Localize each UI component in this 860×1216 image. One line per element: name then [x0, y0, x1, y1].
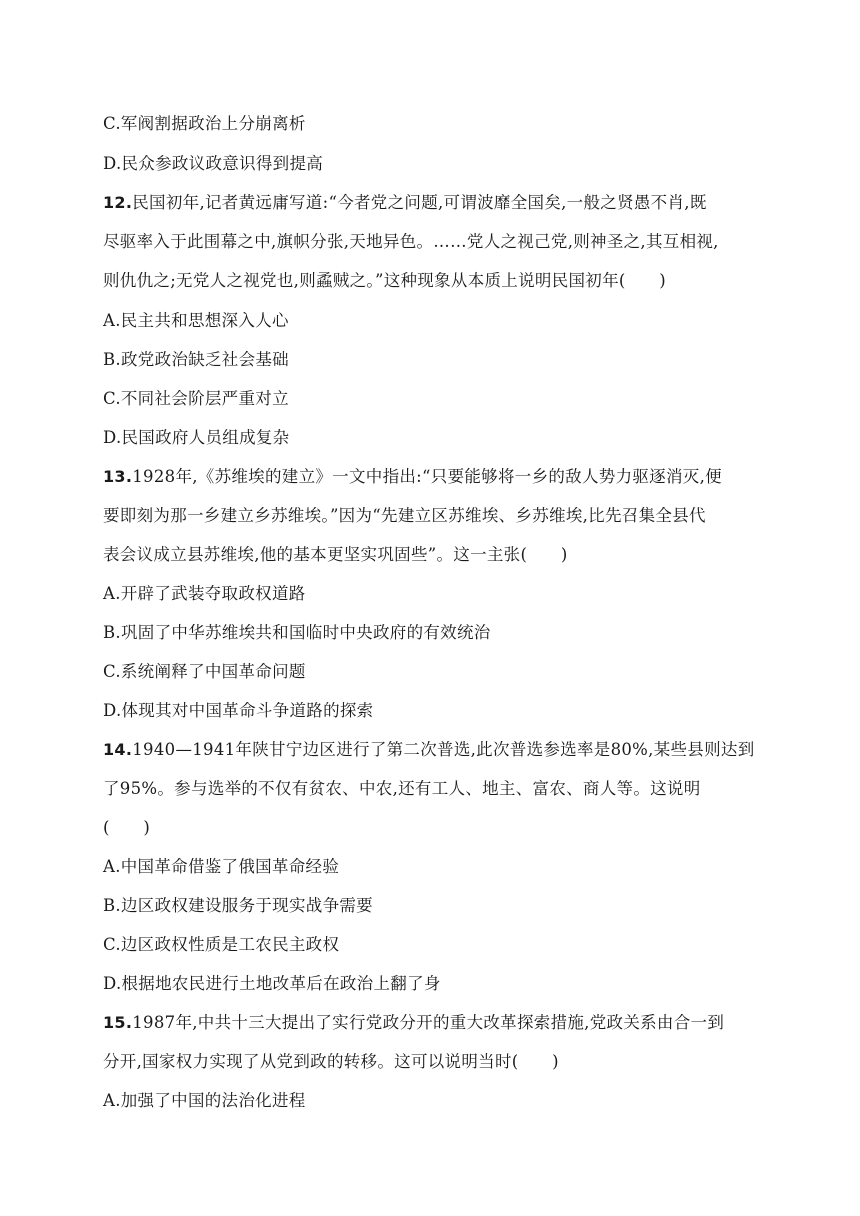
q12-option-a: A.民主共和思想深入人心: [103, 311, 289, 330]
q12-option-b: B.政党政治缺乏社会基础: [103, 350, 289, 369]
q14-option-c: C.边区政权性质是工农民主政权: [103, 935, 340, 954]
q13-option-c: C.系统阐释了中国革命问题: [103, 662, 306, 681]
q15-number: 15.: [103, 1013, 133, 1032]
q11-option-c: C.军阀割据政治上分崩离析: [103, 114, 306, 133]
q12-stem-text-1: 民国初年,记者黄远庸写道:“今者党之问题,可谓波靡全国矣,一般之贤愚不肖,既: [132, 193, 707, 212]
q13-option-d: D.体现其对中国革命斗争道路的探索: [103, 701, 374, 720]
q15-option-a: A.加强了中国的法治化进程: [103, 1091, 306, 1110]
q13-stem-line-2: 要即刻为那一乡建立乡苏维埃。”因为“先建立区苏维埃、乡苏维埃,比先召集全县代: [103, 506, 706, 525]
q12-number: 12.: [103, 193, 133, 212]
q12-stem-line-2: 尽驱率入于此围幕之中,旗帜分张,天地异色。……党人之视己党,则神圣之,其互相视,: [103, 232, 719, 251]
q12-option-c: C.不同社会阶层严重对立: [103, 389, 289, 408]
q14-stem-line-3: ( ): [103, 818, 151, 837]
q14-option-d: D.根据地农民进行土地改革后在政治上翻了身: [103, 974, 441, 993]
q14-stem-line-2: 了95%。参与选举的不仅有贫农、中农,还有工人、地主、富农、商人等。这说明: [103, 779, 701, 798]
q13-stem-text-1: 1928年,《苏维埃的建立》一文中指出:“只要能够将一乡的敌人势力驱逐消灭,便: [132, 467, 722, 486]
q14-option-b: B.边区政权建设服务于现实战争需要: [103, 896, 373, 915]
q13-stem-line-3: 表会议成立县苏维埃,他的基本更坚实巩固些”。这一主张( ): [103, 545, 568, 564]
q11-option-d: D.民众参政议政意识得到提高: [103, 154, 324, 173]
q14-stem-line-1: [103, 740, 763, 760]
q13-stem-line-1: [103, 467, 763, 487]
q15-stem-line-2: 分开,国家权力实现了从党到政的转移。这可以说明当时( ): [103, 1052, 559, 1071]
q12-stem-line-1: [103, 193, 763, 213]
q13-option-b: B.巩固了中华苏维埃共和国临时中央政府的有效统治: [103, 623, 491, 642]
q14-number: 14.: [103, 740, 133, 759]
q14-stem-text-1: 1940—1941年陕甘宁边区进行了第二次普选,此次普选参选率是80%,某些县则达到: [132, 740, 755, 759]
q13-option-a: A.开辟了武装夺取政权道路: [103, 584, 306, 603]
q15-stem-line-1: [103, 1013, 763, 1033]
q12-stem-line-3: 则仇仇之;无党人之视党也,则蟊贼之。”这种现象从本质上说明民国初年( ): [103, 271, 666, 290]
q14-option-a: A.中国革命借鉴了俄国革命经验: [103, 857, 340, 876]
q12-option-d: D.民国政府人员组成复杂: [103, 428, 290, 447]
q15-stem-text-1: 1987年,中共十三大提出了实行党政分开的重大改革探索措施,党政关系由合一到: [132, 1013, 725, 1032]
q13-number: 13.: [103, 467, 133, 486]
